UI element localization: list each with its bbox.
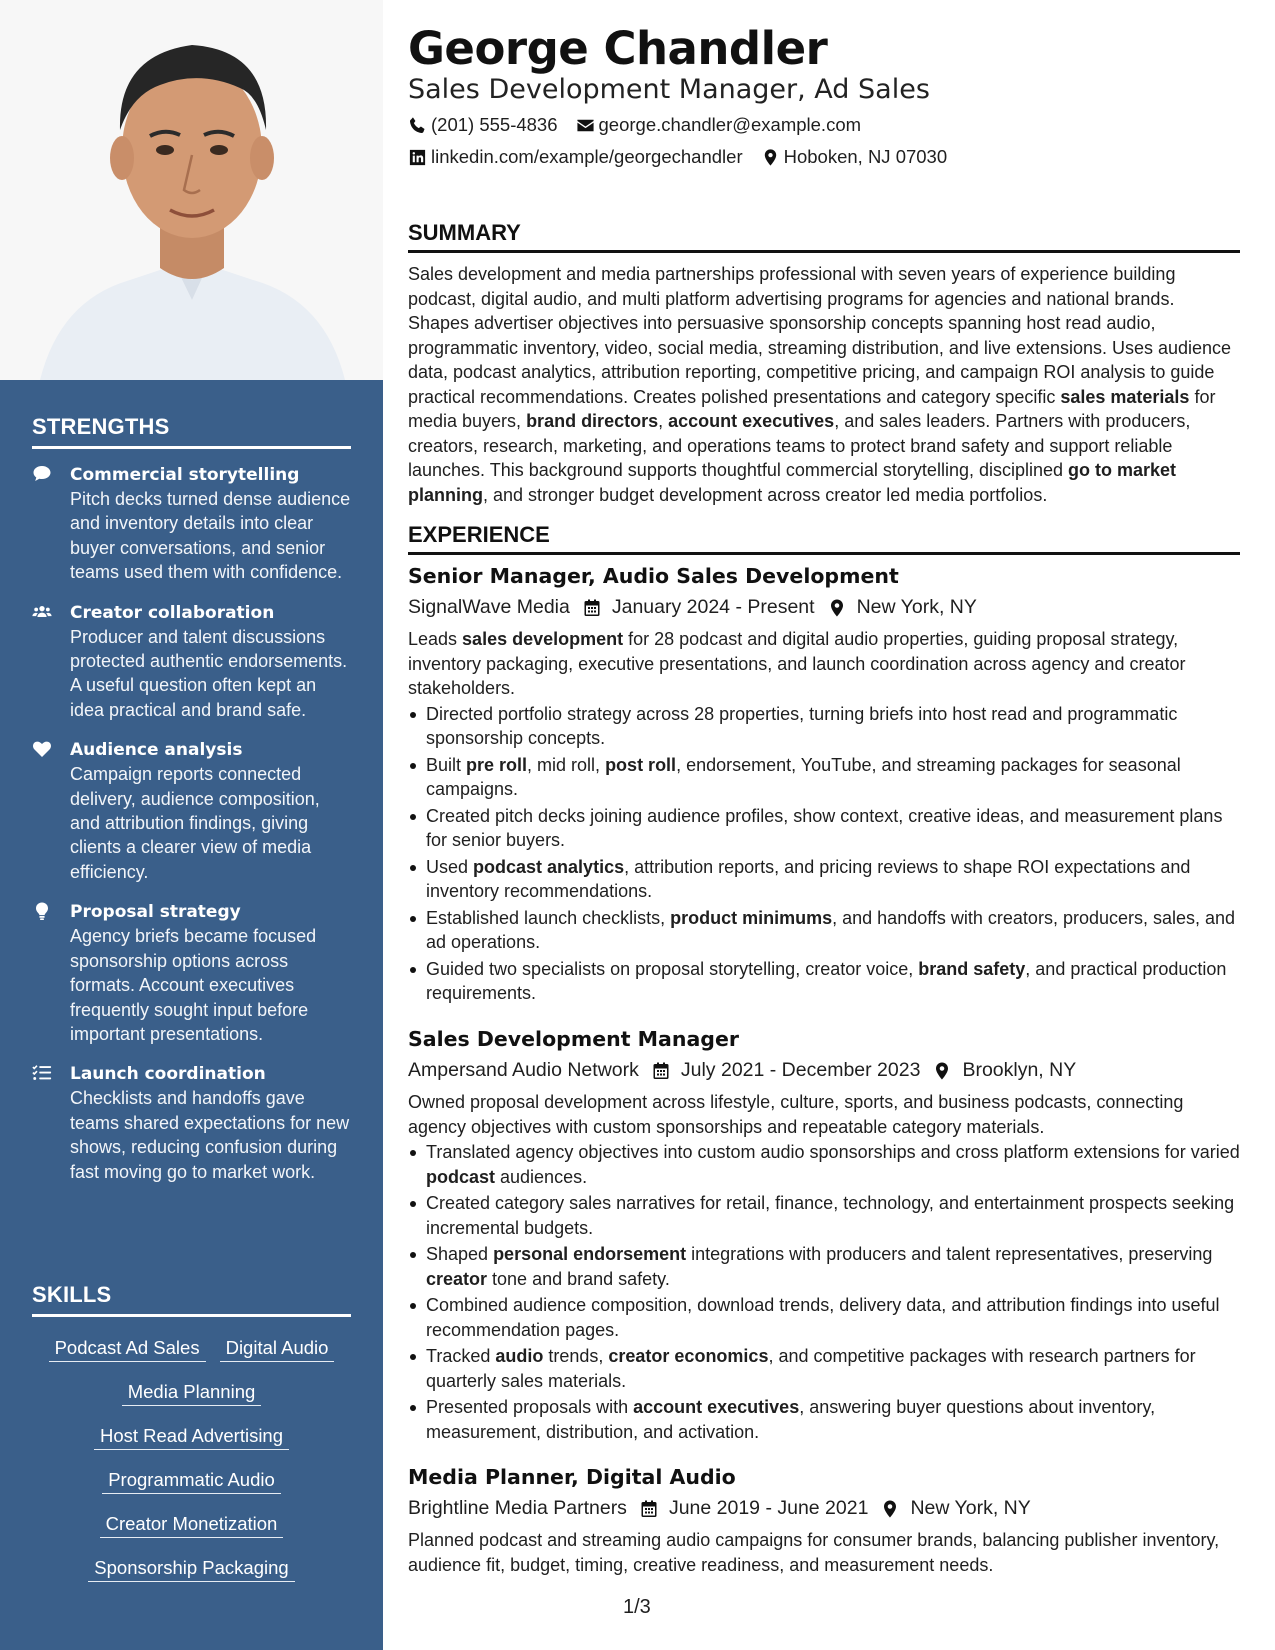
job-location: New York, NY (856, 596, 977, 618)
skills-section (32, 1282, 351, 1599)
map-pin-icon (827, 597, 847, 617)
bullet-item (408, 1344, 1240, 1393)
bold-keyword: product minimums (670, 907, 833, 928)
summary-run: , (658, 411, 669, 431)
strength-item (32, 601, 351, 723)
bullet-run: audiences. (495, 1166, 588, 1187)
location-contact (761, 146, 948, 168)
bullet-run: Presented proposals with (426, 1397, 634, 1417)
bullet-item (408, 1191, 1240, 1240)
bold-keyword: go to market planning (408, 460, 1177, 505)
profile-photo (0, 0, 383, 380)
heart-icon (32, 738, 70, 884)
bullet-run: Shaped (426, 1244, 494, 1264)
skill-tag: Digital Audio (220, 1335, 335, 1362)
bold-keyword: personal endorsement (493, 1244, 687, 1264)
bullet-run: Created category sales narratives for retail, finance, technology, and entertainment prospects seeking incremental budgets. (426, 1193, 1235, 1238)
job-entry (408, 1025, 1240, 1446)
bullet-run: , mid roll, (527, 754, 606, 775)
bullet-run: , and handoffs with creators, producers, sales, and ad operations. (426, 907, 1236, 952)
job-description (408, 627, 1240, 701)
email-contact[interactable] (576, 114, 862, 136)
bullet-run: Used (426, 856, 474, 877)
phone-contact[interactable] (408, 114, 558, 136)
job-meta (408, 592, 1240, 622)
skill-tag: Podcast Ad Sales (49, 1335, 206, 1362)
strength-title: Proposal strategy (70, 902, 241, 923)
skill-tag: Media Planning (122, 1379, 262, 1406)
description-run: Leads (408, 629, 463, 649)
bold-keyword: sales materials (1060, 386, 1190, 407)
contact-row-2 (408, 146, 965, 168)
bold-keyword: account executives (633, 1397, 800, 1417)
bullet-item (408, 1395, 1240, 1444)
bullet-item (408, 906, 1240, 955)
bold-keyword: brand directors (526, 411, 659, 431)
calendar-icon (639, 1498, 659, 1518)
bullet-run: , and practical production requirements. (426, 958, 1227, 1003)
candidate-title: Sales Development Manager, Ad Sales (408, 74, 930, 105)
job-bullets (408, 702, 1240, 1006)
location-text: Hoboken, NJ 07030 (783, 146, 948, 167)
skill-tag: Creator Monetization (100, 1511, 284, 1538)
bullet-item (408, 1242, 1240, 1291)
bullet-item (408, 1140, 1240, 1189)
job-title: Senior Manager, Audio Sales Development (408, 564, 899, 588)
job-entry (408, 562, 1240, 1008)
skill-tag: Sponsorship Packaging (88, 1555, 294, 1582)
bold-keyword: creator economics (608, 1346, 769, 1366)
envelope-icon (576, 116, 595, 135)
job-location: Brooklyn, NY (962, 1059, 1077, 1081)
map-pin-icon (761, 148, 780, 167)
company-name: Ampersand Audio Network (408, 1059, 639, 1081)
company-name: Brightline Media Partners (408, 1497, 627, 1519)
summary-run: for media buyers, (408, 386, 1216, 431)
phone-icon (408, 116, 427, 135)
bullet-item (408, 855, 1240, 904)
strength-text: Agency briefs became focused sponsorship options across formats. Account executives frequently sought input before important presentations. (70, 926, 317, 1044)
linkedin-icon (408, 148, 427, 167)
strength-title: Audience analysis (70, 740, 243, 761)
sidebar (0, 0, 383, 1650)
description-run: Owned proposal development across lifestyle, culture, sports, and business podcasts, connecting agency objectives with custom sponsorships and repeatable category materials. (408, 1092, 1184, 1137)
job-title: Sales Development Manager (408, 1027, 739, 1051)
bold-keyword: audio (495, 1346, 544, 1366)
job-title: Media Planner, Digital Audio (408, 1465, 736, 1489)
job-dates: July 2021 - December 2023 (680, 1059, 921, 1081)
summary-run: , and sales leaders. Partners with producers, creators, research, marketing, and operations teams to protect brand safety and support reliable launches. This background supports thoughtful commercial storytelling, disciplined (408, 411, 1191, 480)
skills-heading: SKILLS (32, 1282, 351, 1317)
bold-keyword: sales development (462, 629, 624, 649)
strength-title: Launch coordination (70, 1064, 266, 1085)
bullet-run: , and competitive packages with research partners for quarterly sales materials. (426, 1346, 1196, 1391)
description-run: Planned podcast and streaming audio campaigns for consumer brands, balancing publisher inventory, audience fit, budget, timing, creative readiness, and measurement needs. (408, 1530, 1220, 1575)
bold-keyword: creator (426, 1268, 488, 1289)
bold-keyword: pre roll (466, 754, 528, 775)
bullet-run: Established launch checklists, (426, 907, 671, 928)
bullet-item (408, 957, 1240, 1006)
job-meta (408, 1055, 1240, 1085)
bold-keyword: podcast (426, 1166, 496, 1187)
bullet-item (408, 753, 1240, 802)
bullet-run: Created pitch decks joining audience profiles, show context, creative ideas, and measurement plans for senior buyers. (426, 805, 1223, 850)
summary-run: Sales development and media partnerships professional with seven years of experience building podcast, digital audio, and multi platform advertising programs for agencies and national brands. Shapes advertiser objectives into persuasive sponsorship concepts spanning host read audio, programmatic inventory, video, social media, streaming distribution, and live extensions. Uses audience data, podcast analytics, attribution reporting, competitive pricing, and campaign ROI analysis to guide practical recommendations. Creates polished presentations and category specific (408, 264, 1232, 407)
map-pin-icon (932, 1060, 952, 1080)
strength-title: Creator collaboration (70, 602, 275, 623)
bullet-run: Directed portfolio strategy across 28 properties, turning briefs into host read and programmatic sponsorship concepts. (426, 703, 1178, 748)
bold-keyword: podcast analytics (473, 856, 625, 877)
lightbulb-icon (32, 900, 70, 1046)
strength-item (32, 738, 351, 884)
experience-heading: EXPERIENCE (408, 522, 1240, 555)
summary-text (408, 262, 1240, 507)
linkedin-text: linkedin.com/example/georgechandler (431, 146, 743, 167)
page-number: 1/3 (623, 1596, 651, 1618)
job-location: New York, NY (910, 1497, 1031, 1519)
bullet-item (408, 702, 1240, 751)
bullet-run: trends, (543, 1346, 609, 1366)
skill-tag: Host Read Advertising (94, 1423, 289, 1450)
summary-heading: SUMMARY (408, 220, 1240, 253)
calendar-icon (582, 597, 602, 617)
job-dates: June 2019 - June 2021 (668, 1497, 869, 1519)
bullet-run: , endorsement, YouTube, and streaming packages for seasonal campaigns. (426, 754, 1181, 799)
strengths-section (32, 414, 351, 1200)
speech-bubble-icon (32, 463, 70, 585)
strength-title: Commercial storytelling (70, 465, 300, 485)
phone-text: (201) 555-4836 (431, 114, 558, 135)
bullet-run: , attribution reports, and pricing reviews to shape ROI expectations and inventory recommendations. (426, 856, 1191, 901)
strength-item (32, 463, 351, 585)
bold-keyword: post roll (605, 754, 677, 775)
job-dates: January 2024 - Present (611, 596, 815, 618)
job-bullets (408, 1140, 1240, 1444)
bullet-run: Combined audience composition, download trends, delivery data, and attribution findings into useful recommendation pages. (426, 1295, 1220, 1340)
strength-text: Checklists and handoffs gave teams shared expectations for new shows, reducing confusion during fast moving go to market work. (70, 1088, 350, 1182)
bullet-run: integrations with producers and talent representatives, preserving (686, 1244, 1213, 1264)
email-text: george.chandler@example.com (598, 114, 862, 135)
bold-keyword: account executives (668, 411, 835, 431)
portrait-image (0, 0, 383, 380)
strength-item (32, 900, 351, 1046)
summary-run: , and stronger budget development across creator led media portfolios. (483, 484, 1048, 505)
calendar-icon (651, 1060, 671, 1080)
checklist-icon (32, 1062, 70, 1184)
job-description (408, 1090, 1240, 1139)
strength-text: Campaign reports connected delivery, audience composition, and attribution findings, giving clients a clearer view of media efficiency. (70, 764, 320, 882)
company-name: SignalWave Media (408, 596, 570, 618)
linkedin-contact[interactable] (408, 146, 743, 168)
bullet-run: Translated agency objectives into custom audio sponsorships and cross platform extensions for varied (426, 1142, 1240, 1162)
job-entry (408, 1463, 1240, 1577)
bullet-run: , answering buyer questions about inventory, measurement, distribution, and activation. (426, 1397, 1156, 1442)
users-group-icon (32, 601, 70, 723)
job-meta (408, 1493, 1240, 1523)
candidate-name: George Chandler (408, 22, 828, 75)
bullet-run: Guided two specialists on proposal storytelling, creator voice, (426, 958, 919, 979)
strength-text: Pitch decks turned dense audience and inventory details into clear buyer conversations, and senior teams used them with confidence. (70, 489, 351, 583)
strength-text: Producer and talent discussions protected authentic endorsements. A useful question often kept an idea practical and brand safe. (70, 626, 348, 720)
bullet-item (408, 804, 1240, 853)
job-description (408, 1528, 1240, 1577)
description-run: for 28 podcast and digital audio properties, guiding proposal strategy, inventory packaging, executive presentations, and launch coordination across agency and creator stakeholders. (408, 629, 1186, 698)
contact-row (408, 114, 879, 136)
strengths-heading: STRENGTHS (32, 414, 351, 449)
bullet-run: Built (426, 754, 467, 775)
bullet-run: tone and brand safety. (487, 1268, 670, 1289)
bullet-run: Tracked (426, 1346, 496, 1366)
skill-tag: Programmatic Audio (102, 1467, 281, 1494)
strength-item (32, 1062, 351, 1184)
bullet-item (408, 1293, 1240, 1342)
map-pin-icon (880, 1498, 900, 1518)
bold-keyword: brand safety (918, 958, 1026, 979)
